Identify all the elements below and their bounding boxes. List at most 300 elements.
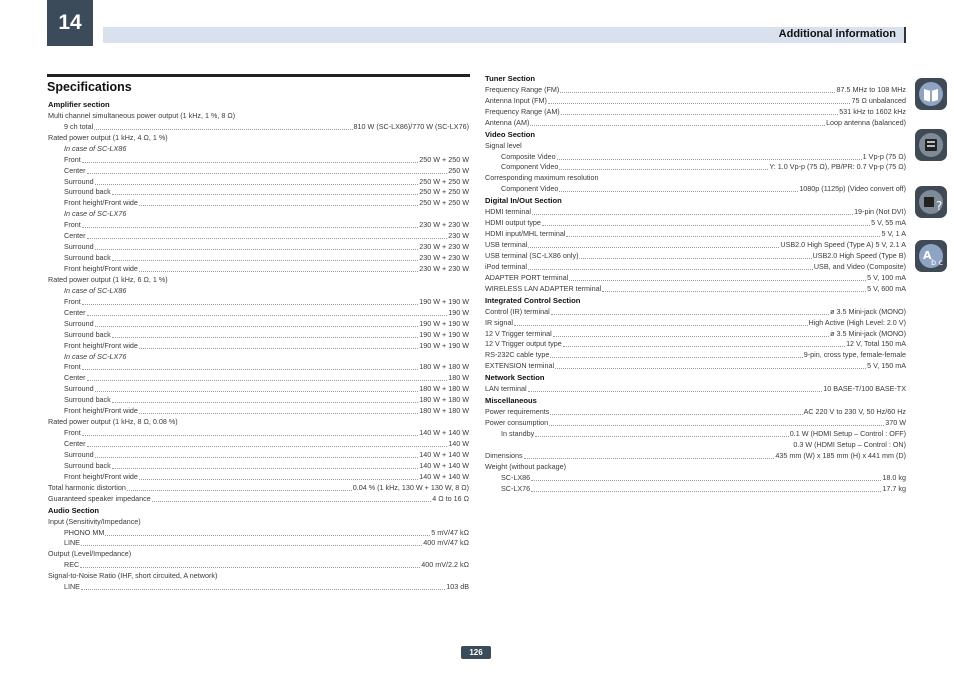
spec-label: HDMI output type — [485, 218, 541, 228]
spec-row — [485, 96, 906, 107]
spec-value: 5 V, 100 mA — [867, 272, 906, 282]
dot-leader — [542, 225, 870, 226]
spec-value: 1080p (1125p) (Video convert off) — [799, 184, 906, 194]
dot-leader — [139, 348, 418, 349]
spec-row — [48, 461, 469, 472]
spec-label: 12 V Trigger terminal — [485, 328, 552, 338]
spec-group-label — [48, 111, 469, 122]
spec-row — [48, 384, 469, 395]
dot-leader — [82, 162, 418, 163]
dot-leader — [112, 260, 419, 261]
spec-label: Front height/Front wide — [64, 406, 138, 416]
spec-value: 1 Vp-p (75 Ω) — [862, 151, 906, 161]
dot-leader — [112, 337, 419, 338]
dot-leader — [80, 567, 420, 568]
spec-label: Control (IR) terminal — [485, 306, 550, 316]
spec-label: Antenna (AM) — [485, 117, 530, 127]
dot-leader — [557, 159, 862, 160]
dot-leader — [112, 402, 419, 403]
section-heading — [485, 373, 906, 384]
spec-value: USB2.0 High Speed (Type A) 5 V, 2.1 A — [780, 240, 906, 250]
model-note-label: In case of SC-LX86 — [64, 285, 127, 295]
spec-row — [485, 273, 906, 284]
dot-leader — [81, 545, 422, 546]
model-note — [48, 286, 469, 297]
dot-leader — [87, 238, 448, 239]
dot-leader — [82, 304, 418, 305]
section-heading-label: Miscellaneous — [485, 396, 537, 406]
spec-row — [48, 494, 469, 505]
spec-row — [48, 450, 469, 461]
dot-leader — [87, 315, 448, 316]
spec-row — [485, 329, 906, 340]
section-heading-label: Audio Section — [48, 505, 100, 515]
spec-label: IR signal — [485, 317, 513, 327]
spec-row — [485, 251, 906, 262]
spec-value: 103 dB — [446, 582, 469, 592]
spec-row — [48, 560, 469, 571]
spec-label: Component Video — [501, 162, 559, 172]
spec-value: 9-pin, cross type, female-female — [803, 350, 906, 360]
spec-value: 18.0 kg — [882, 472, 906, 482]
spec-group-label — [48, 417, 469, 428]
svg-text:?: ? — [936, 199, 943, 213]
model-note-label: In case of SC-LX86 — [64, 143, 127, 153]
section-heading — [48, 100, 469, 111]
svg-text:A: A — [923, 249, 932, 262]
dot-leader — [566, 236, 880, 237]
header-bar — [103, 27, 906, 43]
settings-menu-icon[interactable] — [915, 129, 947, 161]
spec-label: LINE — [64, 538, 80, 548]
spec-value: 10 BASE-T/100 BASE-TX — [823, 384, 906, 394]
spec-row — [485, 152, 906, 163]
spec-value: 19-pin (Not DVI) — [854, 207, 906, 217]
dot-leader — [532, 214, 853, 215]
spec-continuation — [485, 440, 906, 451]
spec-row — [48, 319, 469, 330]
spec-value: 190 W + 190 W — [419, 296, 469, 306]
spec-group-label — [48, 549, 469, 560]
spec-value: 400 mV/2.2 kΩ — [421, 560, 469, 570]
spec-label: PHONO MM — [64, 527, 105, 537]
spec-label: Center — [64, 307, 86, 317]
right-spec-column — [485, 73, 906, 495]
spec-label: Surround back — [64, 460, 111, 470]
spec-row — [485, 361, 906, 372]
spec-row — [485, 240, 906, 251]
spec-value: 5 V, 55 mA — [871, 218, 906, 228]
spec-value: 230 W + 230 W — [419, 242, 469, 252]
dot-leader — [569, 280, 866, 281]
spec-row — [48, 341, 469, 352]
spec-group-text: Corresponding maximum resolution — [485, 173, 599, 183]
spec-label: WIRELESS LAN ADAPTER terminal — [485, 283, 602, 293]
section-heading — [485, 74, 906, 85]
spec-row — [48, 439, 469, 450]
spec-row — [485, 207, 906, 218]
spec-value: 5 mV/47 kΩ — [431, 527, 469, 537]
spec-value: ø 3.5 Mini-jack (MONO) — [830, 328, 906, 338]
spec-row — [485, 473, 906, 484]
spec-row — [485, 229, 906, 240]
title-rule — [47, 74, 470, 77]
spec-label: Composite Video — [501, 151, 556, 161]
spec-label: iPod terminal — [485, 261, 527, 271]
spec-row — [485, 85, 906, 96]
dot-leader — [87, 446, 448, 447]
spec-row — [48, 253, 469, 264]
spec-row — [485, 163, 906, 174]
section-heading-label: Integrated Control Section — [485, 295, 581, 305]
spec-value: 230 W + 230 W — [419, 220, 469, 230]
spec-row — [485, 218, 906, 229]
section-heading — [48, 506, 469, 517]
spec-group-text: Signal-to-Noise Ratio (IHF, short circuited, A network) — [48, 571, 218, 581]
spec-group-label — [485, 173, 906, 184]
spec-label: Total harmonic distortion — [48, 482, 126, 492]
spec-label: ADAPTER PORT terminal — [485, 272, 569, 282]
spec-row — [485, 107, 906, 118]
dot-leader — [152, 501, 432, 502]
dot-leader — [530, 125, 825, 126]
dot-leader — [139, 271, 418, 272]
dot-leader — [81, 589, 445, 590]
spec-value: 140 W + 140 W — [419, 471, 469, 481]
spec-row — [485, 307, 906, 318]
spec-group-text: Input (Sensitivity/Impedance) — [48, 516, 141, 526]
spec-row — [485, 118, 906, 129]
dot-leader — [531, 491, 881, 492]
dot-leader — [82, 435, 418, 436]
spec-value: 5 V, 1 A — [881, 229, 906, 239]
spec-value: High Active (High Level: 2.0 V) — [808, 317, 906, 327]
dot-leader — [95, 391, 419, 392]
spec-label: Component Video — [501, 184, 559, 194]
spec-value: 370 W — [885, 418, 906, 428]
dot-leader — [94, 129, 352, 130]
spec-value: 0.04 % (1 kHz, 130 W + 130 W, 8 Ω) — [352, 482, 469, 492]
spec-group-text: Rated power output (1 kHz, 6 Ω, 1 %) — [48, 274, 168, 284]
faq-icon[interactable] — [915, 186, 947, 218]
section-heading-label: Video Section — [485, 129, 536, 139]
spec-value: 140 W + 140 W — [419, 449, 469, 459]
dot-leader — [560, 92, 835, 93]
model-note — [48, 144, 469, 155]
spec-label: Antenna Input (FM) — [485, 95, 547, 105]
spec-value: USB, and Video (Composite) — [813, 261, 906, 271]
spec-row — [48, 198, 469, 209]
dot-leader — [82, 227, 418, 228]
spec-value: 0.1 W (HDMI Setup – Control : OFF) — [789, 428, 906, 438]
spec-label: Surround — [64, 242, 94, 252]
spec-label: In standby — [501, 428, 535, 438]
spec-value: 250 W — [448, 165, 469, 175]
spec-group-text: Weight (without package) — [485, 461, 566, 471]
spec-row — [485, 340, 906, 351]
spec-row — [48, 483, 469, 494]
spec-value: 180 W + 180 W — [419, 406, 469, 416]
spec-value: 531 kHz to 1602 kHz — [839, 106, 906, 116]
svg-text:b c: b c — [931, 258, 944, 267]
spec-label: HDMI input/MHL terminal — [485, 229, 566, 239]
spec-group-text: Rated power output (1 kHz, 8 Ω, 0.08 %) — [48, 417, 178, 427]
spec-group-label — [48, 517, 469, 528]
model-note-label: In case of SC-LX76 — [64, 351, 127, 361]
page-number: 126 — [461, 646, 491, 659]
spec-label: EXTENSION terminal — [485, 361, 555, 371]
spec-row — [485, 318, 906, 329]
spec-row — [485, 284, 906, 295]
section-heading — [485, 130, 906, 141]
spec-row — [485, 429, 906, 440]
section-heading-label: Tuner Section — [485, 73, 536, 83]
dot-leader — [95, 249, 419, 250]
spec-label: Surround — [64, 318, 94, 328]
dot-leader — [95, 184, 419, 185]
spec-value: 17.7 kg — [882, 483, 906, 493]
dot-leader — [548, 103, 851, 104]
spec-value: 140 W + 140 W — [419, 428, 469, 438]
spec-label: SC-LX86 — [501, 472, 531, 482]
spec-row — [48, 242, 469, 253]
spec-value: 12 V, Total 150 mA — [846, 339, 906, 349]
section-heading-label: Digital In/Out Section — [485, 196, 562, 206]
spec-row — [48, 428, 469, 439]
dot-leader — [531, 480, 881, 481]
spec-label: Front height/Front wide — [64, 264, 138, 274]
spec-row — [485, 407, 906, 418]
dot-leader — [563, 346, 845, 347]
spec-label: SC-LX76 — [501, 483, 531, 493]
spec-label: Power consumption — [485, 418, 549, 428]
spec-row — [48, 166, 469, 177]
section-heading-label: Amplifier section — [48, 99, 110, 109]
spec-label: 12 V Trigger output type — [485, 339, 562, 349]
spec-group-text: Output (Level/Impedance) — [48, 549, 132, 559]
dot-leader — [514, 325, 808, 326]
spec-value: 435 mm (W) x 185 mm (H) x 441 mm (D) — [775, 450, 906, 460]
section-heading — [485, 196, 906, 207]
dot-leader — [559, 169, 768, 170]
spec-row — [48, 297, 469, 308]
spec-value: ø 3.5 Mini-jack (MONO) — [830, 306, 906, 316]
spec-row — [48, 395, 469, 406]
spec-label: Surround back — [64, 395, 111, 405]
spec-label: Center — [64, 439, 86, 449]
spec-label: Front — [64, 428, 81, 438]
spec-label: Front height/Front wide — [64, 198, 138, 208]
spec-label: Front — [64, 220, 81, 230]
spec-value: 810 W (SC-LX86)/770 W (SC-LX76) — [353, 121, 469, 131]
dot-leader — [550, 357, 802, 358]
spec-label: Center — [64, 231, 86, 241]
spec-label: LINE — [64, 582, 80, 592]
model-note — [48, 352, 469, 363]
dot-leader — [139, 479, 418, 480]
spec-row — [48, 472, 469, 483]
spec-label: Dimensions — [485, 450, 523, 460]
spec-label: REC — [64, 560, 80, 570]
section-title: Additional information — [778, 28, 896, 40]
dot-leader — [602, 291, 866, 292]
spec-value: Loop antenna (balanced) — [826, 117, 906, 127]
spec-label: LAN terminal — [485, 384, 527, 394]
spec-label: Surround — [64, 384, 94, 394]
spec-label: Surround back — [64, 187, 111, 197]
spec-value: 250 W + 250 W — [419, 198, 469, 208]
spec-value: 180 W + 180 W — [419, 384, 469, 394]
dot-leader — [561, 114, 839, 115]
manual-icon[interactable] — [915, 78, 947, 110]
spec-value: 140 W + 140 W — [419, 460, 469, 470]
spec-group-text: Multi channel simultaneous power output (1 kHz, 1 %, 8 Ω) — [48, 110, 236, 120]
glossary-icon[interactable] — [915, 240, 947, 272]
spec-label: Front height/Front wide — [64, 471, 138, 481]
spec-row — [48, 155, 469, 166]
dot-leader — [559, 191, 798, 192]
spec-value: 87.5 MHz to 108 MHz — [836, 84, 906, 94]
section-heading — [485, 396, 906, 407]
dot-leader — [579, 258, 811, 259]
spec-value: USB2.0 High Speed (Type B) — [812, 250, 906, 260]
spec-label: Center — [64, 165, 86, 175]
spec-label: HDMI terminal — [485, 207, 531, 217]
spec-label: Surround — [64, 449, 94, 459]
spec-row — [48, 539, 469, 550]
spec-label: Front — [64, 362, 81, 372]
spec-group-label — [485, 141, 906, 152]
spec-value: 75 Ω unbalanced — [851, 95, 906, 105]
dot-leader — [95, 326, 419, 327]
chapter-number: 14 — [47, 0, 93, 46]
spec-row — [485, 484, 906, 495]
spec-value: 400 mV/47 kΩ — [423, 538, 469, 548]
section-heading — [485, 296, 906, 307]
dot-leader — [112, 194, 419, 195]
left-spec-column — [48, 99, 469, 593]
dot-leader — [550, 414, 802, 415]
spec-row — [48, 264, 469, 275]
spec-label: Center — [64, 373, 86, 383]
spec-row — [48, 373, 469, 384]
spec-label: Power requirements — [485, 407, 550, 417]
spec-row — [48, 220, 469, 231]
spec-value: 180 W — [448, 373, 469, 383]
spec-row — [48, 308, 469, 319]
spec-row — [485, 262, 906, 273]
page-title: Specifications — [47, 80, 132, 94]
spec-label: 9 ch total — [64, 121, 94, 131]
spec-label: Surround back — [64, 329, 111, 339]
spec-value: 190 W + 190 W — [419, 329, 469, 339]
dot-leader — [535, 436, 789, 437]
dot-leader — [528, 391, 823, 392]
spec-value: 230 W — [448, 231, 469, 241]
dot-leader — [139, 413, 418, 414]
spec-label: Guaranteed speaker impedance — [48, 493, 151, 503]
dot-leader — [82, 369, 418, 370]
spec-group-label — [48, 571, 469, 582]
spec-row — [48, 188, 469, 199]
spec-row — [48, 122, 469, 133]
spec-row — [485, 418, 906, 429]
spec-row — [485, 451, 906, 462]
spec-group-label — [48, 275, 469, 286]
spec-label: RS-232C cable type — [485, 350, 550, 360]
dot-leader — [528, 247, 779, 248]
spec-value: Y: 1.0 Vp-p (75 Ω), PB/PR: 0.7 Vp-p (75 Ω) — [769, 162, 906, 172]
spec-row — [485, 384, 906, 395]
spec-label: Surround back — [64, 253, 111, 263]
spec-value: 230 W + 230 W — [419, 264, 469, 274]
dot-leader — [524, 458, 775, 459]
dot-leader — [127, 490, 352, 491]
dot-leader — [139, 205, 418, 206]
dot-leader — [112, 468, 419, 469]
spec-value: 230 W + 230 W — [419, 253, 469, 263]
spec-value: 5 V, 600 mA — [867, 283, 906, 293]
spec-group-text: Signal level — [485, 140, 522, 150]
dot-leader — [95, 457, 419, 458]
spec-row — [485, 184, 906, 195]
spec-value: 190 W — [448, 307, 469, 317]
spec-value: 250 W + 250 W — [419, 154, 469, 164]
spec-value: 190 W + 190 W — [419, 318, 469, 328]
spec-label: Surround — [64, 176, 94, 186]
spec-value: 250 W + 250 W — [419, 187, 469, 197]
spec-value: 5 V, 150 mA — [867, 361, 906, 371]
spec-label: Frequency Range (AM) — [485, 106, 560, 116]
section-heading-label: Network Section — [485, 373, 545, 383]
spec-row — [48, 406, 469, 417]
spec-row — [48, 528, 469, 539]
spec-label: Front — [64, 296, 81, 306]
dot-leader — [105, 535, 430, 536]
spec-value: 140 W — [448, 439, 469, 449]
spec-value: 180 W + 180 W — [419, 395, 469, 405]
model-note — [48, 209, 469, 220]
spec-label: USB terminal — [485, 240, 528, 250]
spec-value: 0.3 W (HDMI Setup – Control : ON) — [793, 439, 906, 449]
dot-leader — [528, 269, 813, 270]
spec-label: Front height/Front wide — [64, 340, 138, 350]
spec-label: Frequency Range (FM) — [485, 84, 560, 94]
spec-value: 4 Ω to 16 Ω — [432, 493, 469, 503]
dot-leader — [87, 173, 448, 174]
spec-value: 180 W + 180 W — [419, 362, 469, 372]
spec-row — [48, 177, 469, 188]
spec-row — [48, 582, 469, 593]
spec-value: 250 W + 250 W — [419, 176, 469, 186]
spec-group-label — [485, 462, 906, 473]
dot-leader — [551, 314, 829, 315]
spec-row — [48, 330, 469, 341]
spec-row — [48, 363, 469, 374]
spec-label: USB terminal (SC-LX86 only) — [485, 250, 579, 260]
dot-leader — [555, 368, 866, 369]
spec-row — [485, 350, 906, 361]
model-note-label: In case of SC-LX76 — [64, 209, 127, 219]
spec-label: Front — [64, 154, 81, 164]
spec-row — [48, 231, 469, 242]
dot-leader — [553, 336, 829, 337]
spec-value: 190 W + 190 W — [419, 340, 469, 350]
dot-leader — [549, 425, 884, 426]
spec-value: AC 220 V to 230 V, 50 Hz/60 Hz — [803, 407, 906, 417]
spec-group-text: Rated power output (1 kHz, 4 Ω, 1 %) — [48, 132, 168, 142]
spec-group-label — [48, 133, 469, 144]
